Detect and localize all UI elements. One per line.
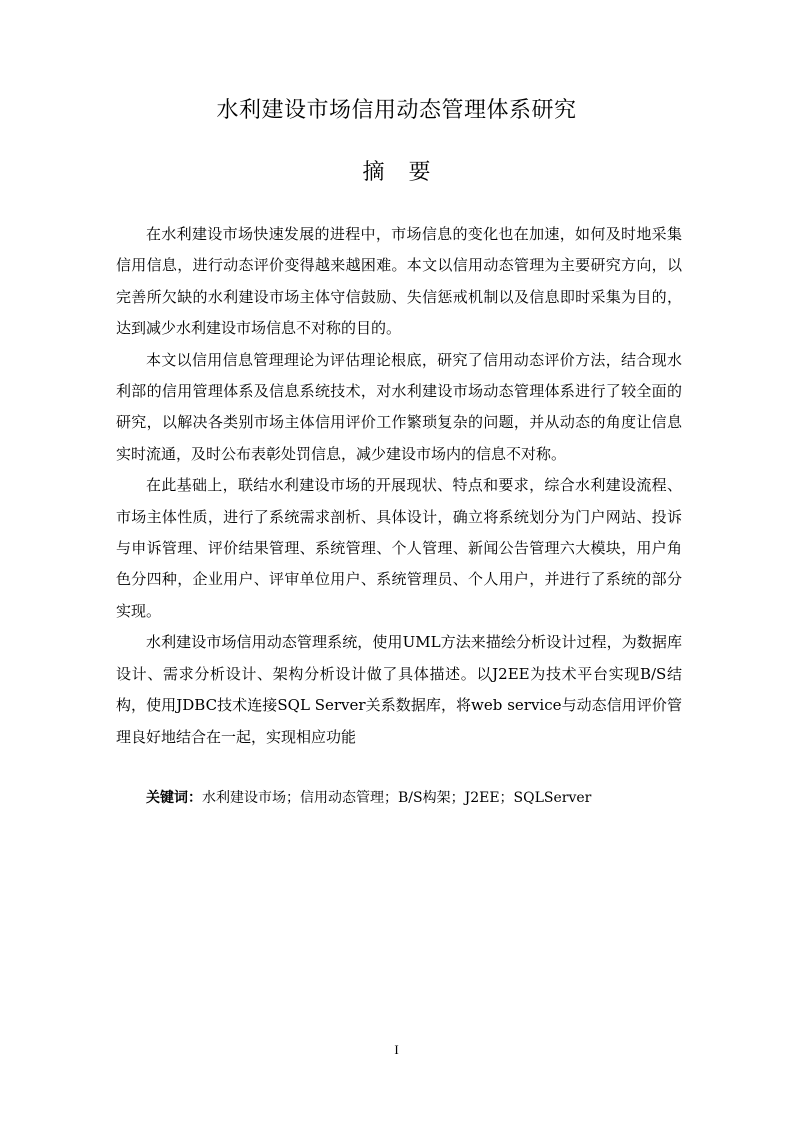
page-number: I: [394, 1042, 399, 1057]
keywords-label: 关键词：: [146, 790, 202, 806]
abstract-paragraph-1: 在水利建设市场快速发展的进程中，市场信息的变化也在加速，如何及时地采集信用信息，进行动态评价变得越来越困难。本文以信用动态管理为主要研究方向，以完善所欠缺的水利建设市场主体守信鼓励、失信惩戒机制以及信息即时采集为目的，达到减少水利建设市场信息不对称的目的。: [116, 225, 682, 338]
abstract-body: [116, 219, 682, 753]
keywords-line: [146, 783, 686, 813]
abstract-paragraph-2: 本文以信用信息管理理论为评估理论根底，研究了信用动态评价方法，结合现水利部的信用管理体系及信息系统技术，对水利建设市场动态管理体系进行了较全面的研究，以解决各类别市场主体信用评价工作繁琐复杂的问题，并从动态的角度让信息实时流通，及时公布表彰处罚信息，减少建设市场内的信息不对称。: [116, 350, 682, 463]
abstract-heading: 摘要: [362, 160, 455, 185]
keywords-text: 水利建设市场；信用动态管理；B/S构架；J2EE；SQLServer: [202, 790, 592, 806]
abstract-paragraph-4: 水利建设市场信用动态管理系统，使用UML方法来描绘分析设计过程，为数据库设计、需求分析设计、架构分析设计做了具体描述。以J2EE为技术平台实现B/S结构，使用JDBC技术连接SQL Server关系数据库，将web service与动态信用评价管理良好地结合在一起，实现相应功能: [116, 633, 682, 746]
document-title: 水利建设市场信用动态管理体系研究: [216, 98, 577, 123]
abstract-paragraph-3: 在此基础上，联结水利建设市场的开展现状、特点和要求，综合水利建设流程、市场主体性质，进行了系统需求剖析、具体设计，确立将系统划分为门户网站、投诉与申诉管理、评价结果管理、系统管理、个人管理、新闻公告管理六大模块，用户角色分四种，企业用户、评审单位用户、系统管理员、个人用户，并进行了系统的部分实现。: [116, 476, 682, 620]
